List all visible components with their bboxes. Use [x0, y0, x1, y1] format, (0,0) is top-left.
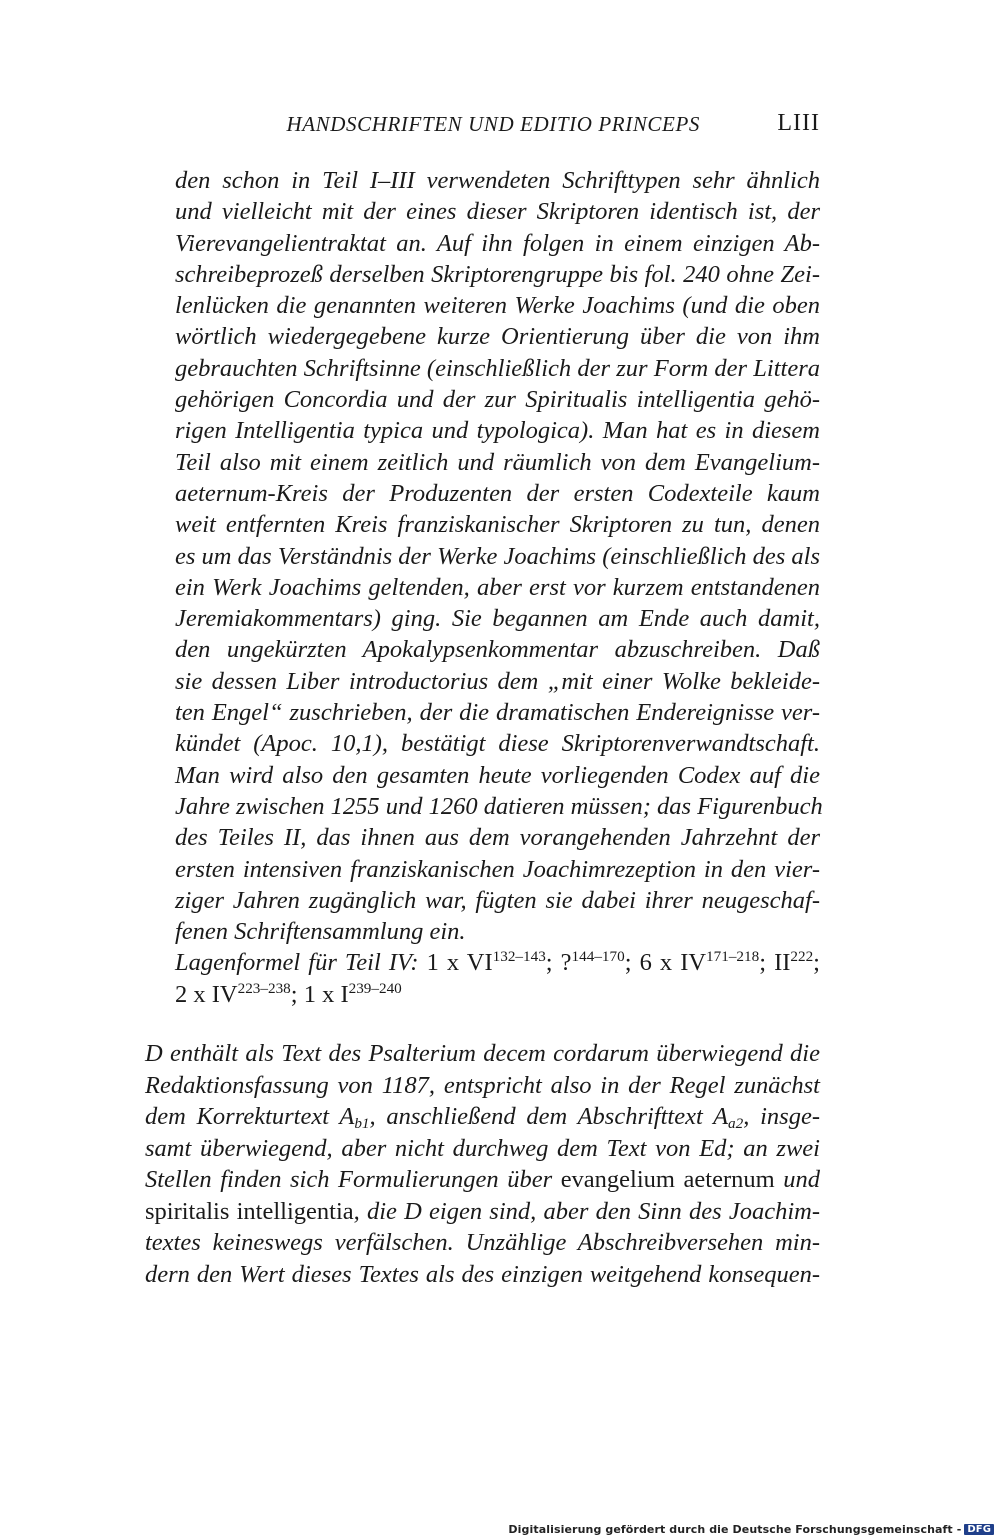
text-line: den ungekürzten Apokalypsenkommentar abzuschreiben. Daß: [175, 636, 820, 664]
credit-text: Digitalisierung gefördert durch die Deutsche Forschungsgemeinschaft -: [508, 1523, 962, 1536]
main-paragraph: [145, 1038, 820, 1290]
text-line: Man wird also den gesamten heute vorliegenden Codex auf die: [175, 761, 820, 789]
page-number: LIII: [777, 110, 820, 136]
quire-formula-line-1: Lagenformel für Teil IV: 1 x VI$^{132-143}$; ?$^{144-170}$; 6 x IV$^{171-218}$; II$^{222}$;: [175, 948, 820, 977]
text-line: ersten intensiven franziskanischen Joachimrezeption in den vier-: [175, 855, 820, 883]
text-line: schreibeprozeß derselben Skriptorengruppe bis fol. 240 ohne Zei-: [175, 260, 820, 288]
text-line: dern den Wert dieses Textes als des einzigen weitgehend konsequen-: [145, 1260, 820, 1288]
text-line: samt überwiegend, aber nicht durchweg dem Text von Ed; an zwei: [145, 1134, 820, 1162]
running-title: HANDSCHRIFTEN UND EDITIO PRINCEPS: [286, 112, 700, 136]
page-header: [175, 112, 820, 144]
text-line: lenlücken die genannten weiteren Werke Joachims (und die oben: [175, 292, 820, 320]
text-line: kündet (Apoc. 10,1), bestätigt diese Skriptorenverwandtschaft.: [175, 730, 820, 758]
text-line: D enthält als Text des Psalterium decem cordarum überwiegend die: [145, 1040, 820, 1067]
quire-formula-line-2: 2 x IV$^{223-238}$; 1 x $I^{239-240}$: [175, 979, 402, 1008]
text-line: gebrauchten Schriftsinne (einschließlich der zur Form der Littera: [175, 354, 820, 382]
text-line: Jeremiakommentars) ging. Sie begannen am Ende auch damit,: [175, 605, 820, 633]
text-line: Jahre zwischen 1255 und 1260 datieren müssen; das Figurenbuch: [175, 792, 823, 820]
text-line: Stellen finden sich Formulierungen über evangelium aeternum und: [145, 1166, 820, 1193]
formula-label: Lagenformel für Teil IV:: [175, 949, 419, 977]
text-line: aeternum-Kreis der Produzenten der ersten Codexteile kaum: [175, 479, 820, 507]
text-line: weit entfernten Kreis franziskanischer Skriptoren zu tun, denen: [175, 511, 820, 539]
text-line: rigen Intelligentia typica und typologica). Man hat es in diesem: [175, 417, 820, 445]
text-line: gehörigen Concordia und der zur Spiritualis intelligentia gehö-: [175, 386, 820, 414]
text-line: wörtlich wiedergegebene kurze Orientierung über die von ihm: [175, 323, 820, 351]
text-line: spiritalis intelligentia, die D eigen sind, aber den Sinn des Joachim-: [145, 1197, 820, 1225]
dfg-logo-icon: DFG: [964, 1524, 994, 1535]
text-line: und vielleicht mit der eines dieser Skriptoren identisch ist, der: [175, 198, 820, 226]
text-line: Vierevangelientraktat an. Auf ihn folgen in einem einzigen Ab-: [175, 229, 820, 257]
indented-paragraph: [175, 165, 823, 1010]
text-line: Redaktionsfassung von 1187, entspricht also in der Regel zunächst: [145, 1071, 820, 1099]
text-line: Teil also mit einem zeitlich und räumlich von dem Evangelium-: [175, 448, 820, 476]
text-line: sie dessen Liber introductorius dem „mit einer Wolke bekleide-: [175, 667, 820, 695]
text-line: dem Korrekturtext $A_{b1}$, anschließend dem Abschrifttext $A_{a2}$, insge-: [145, 1103, 820, 1132]
text-line: den schon in Teil I–III verwendeten Schrifttypen sehr ähnlich: [175, 167, 820, 194]
text-line: ziger Jahren zugänglich war, fügten sie dabei ihrer neugeschaf-: [175, 886, 820, 914]
text-line: des Teiles II, das ihnen aus dem vorangehenden Jahrzehnt der: [175, 824, 820, 852]
text-line: es um das Verständnis der Werke Joachims (einschließlich des als: [175, 542, 820, 570]
text-line: ein Werk Joachims geltenden, aber erst vor kurzem entstandenen: [175, 573, 820, 601]
text-line: fenen Schriftensammlung ein.: [175, 918, 466, 946]
digitization-credit: [508, 1523, 994, 1536]
text-line: textes keineswegs verfälschen. Unzählige Abschreibversehen min-: [145, 1229, 820, 1256]
text-line: ten Engel“ zuschrieben, der die dramatischen Endereignisse ver-: [175, 699, 820, 727]
